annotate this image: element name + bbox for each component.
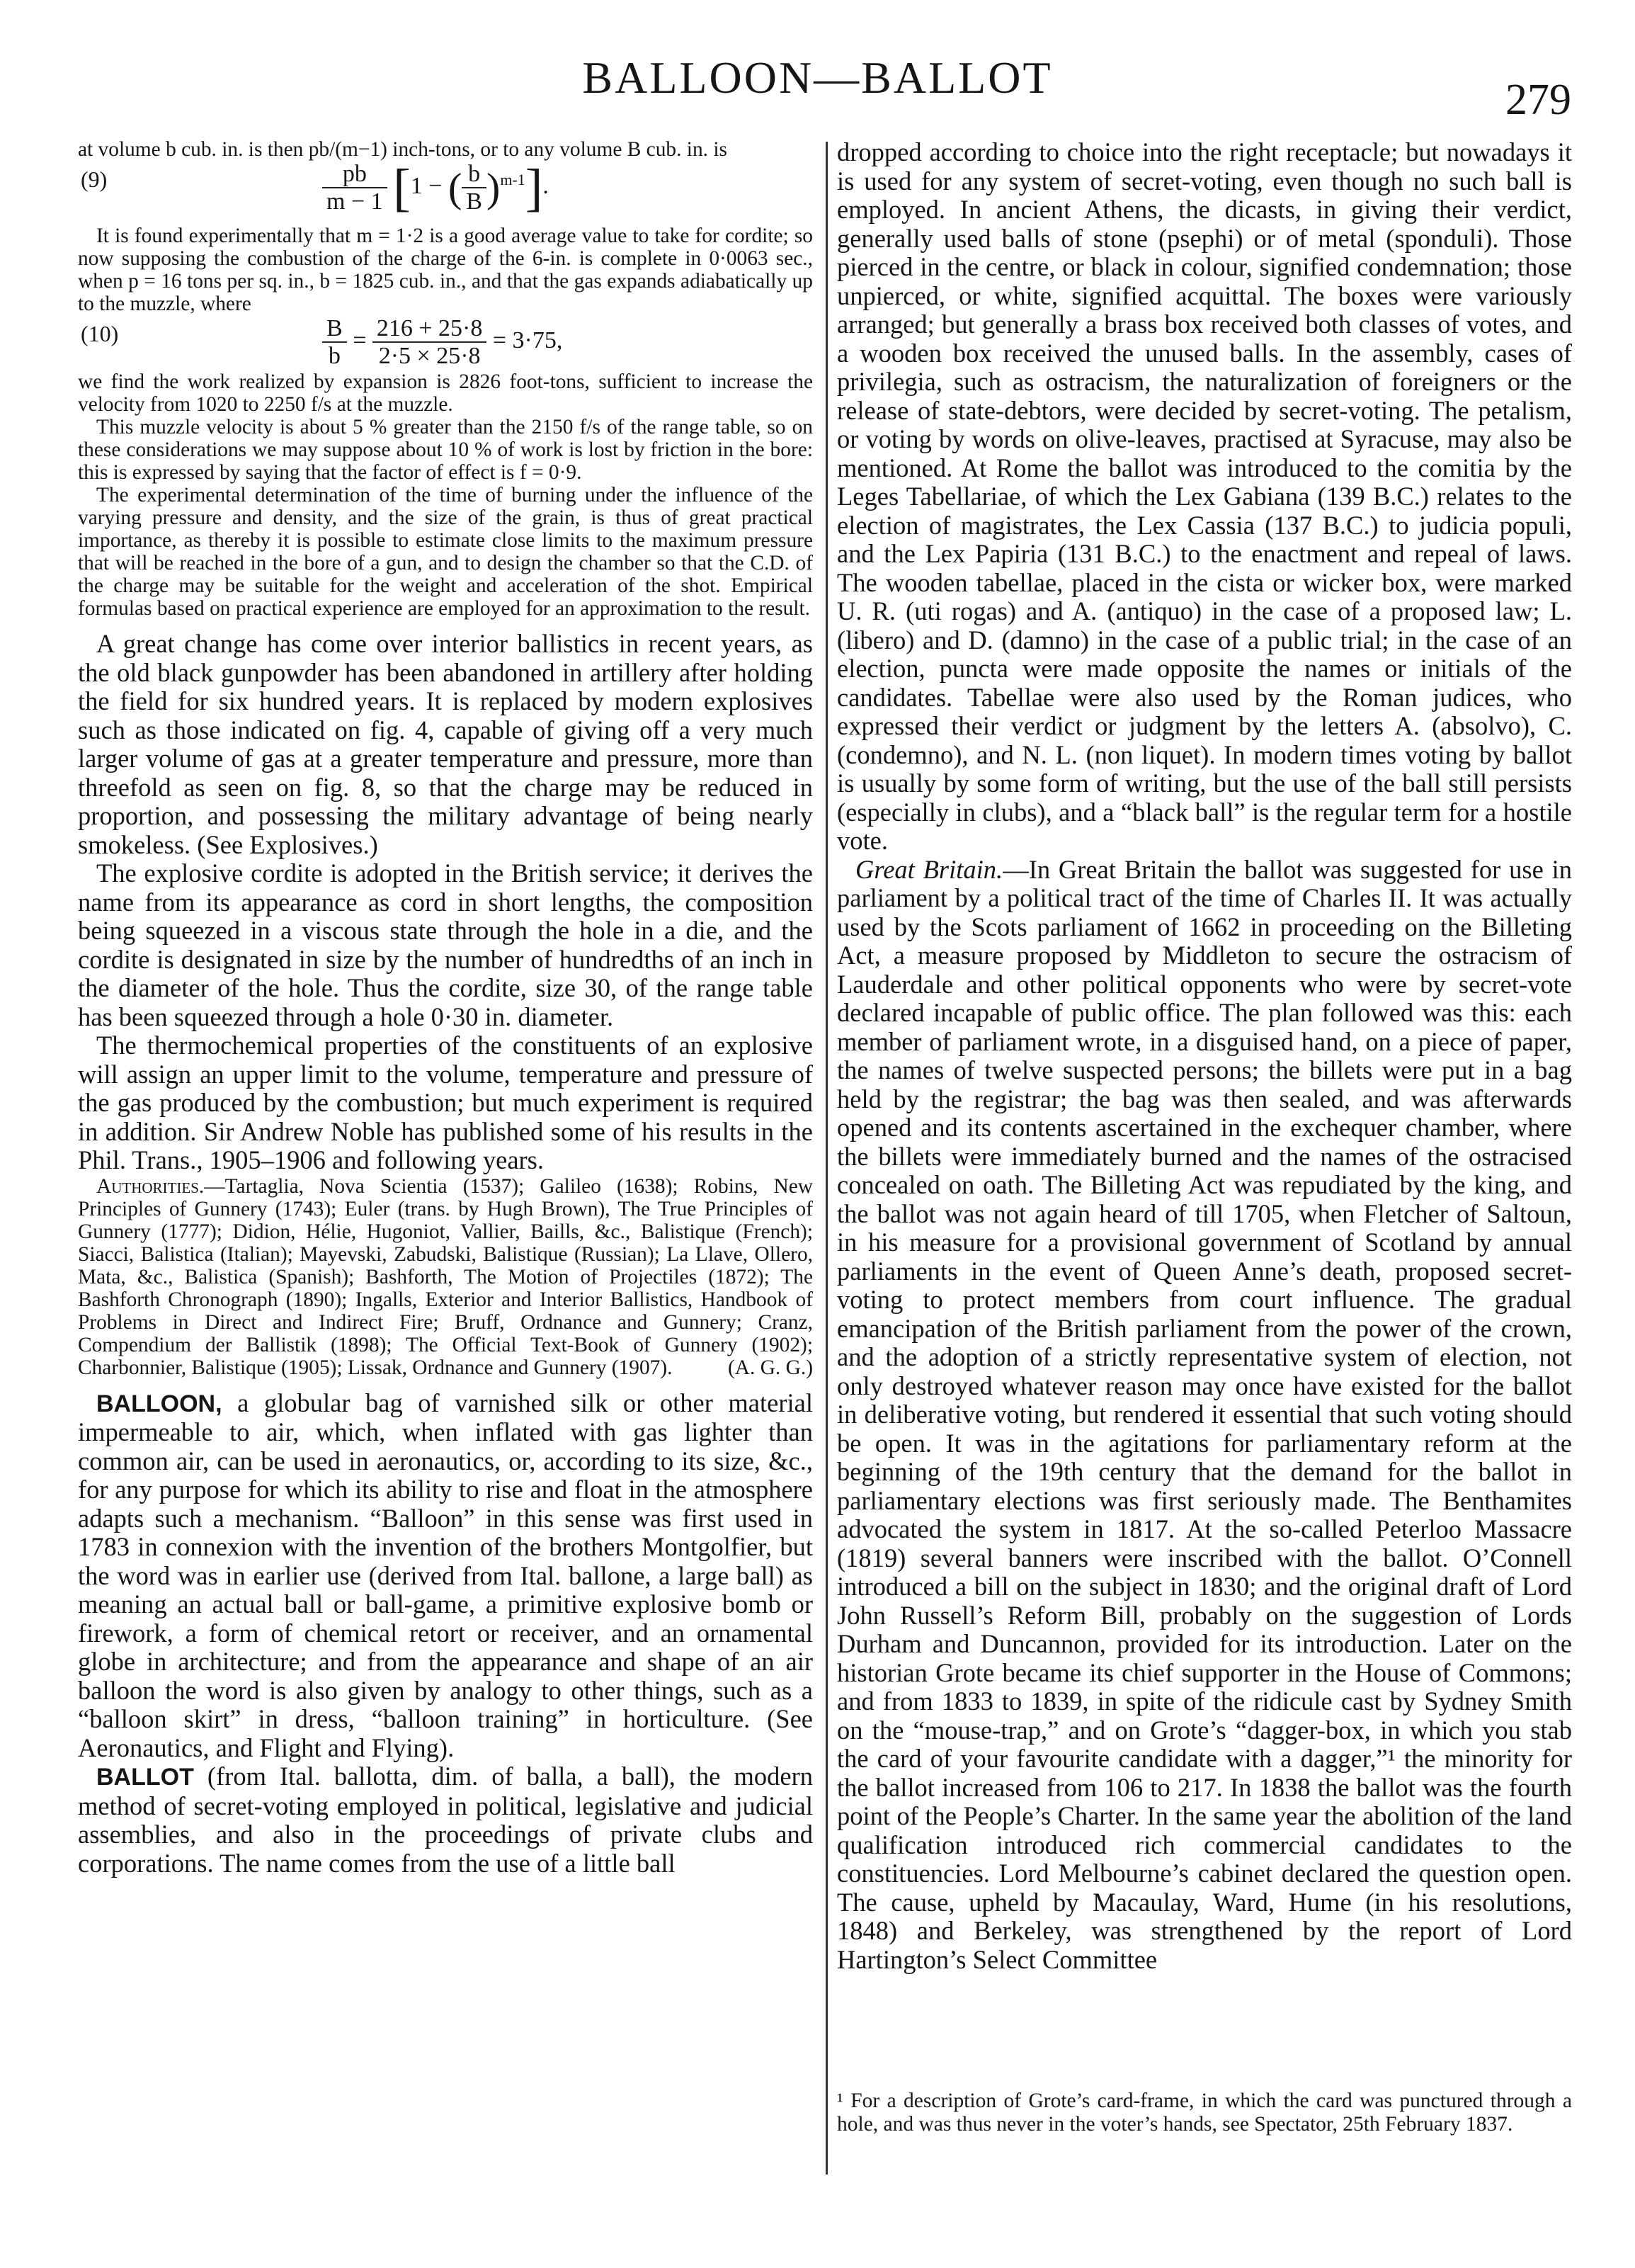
author-signature: (A. G. G.) (728, 1356, 813, 1379)
section-text: —In Great Britain the ballot was suggested for use in parliament by a political tract of the time of Charles II. It was actually used by the Scots parliament of 1662 in proceeding on the Billeting Act, a measure proposed by Middleton to secure the ostracism of Lauderdale and other political opponents who were by secret-vote declared incapable of public office. The plan followed was this: each member of parliament wrote, in a disguised hand, on a piece of paper, the names of twelve suspected persons; the billets were put in a bag held by the registrar; the bag was then sealed, and was afterwards opened and its contents ascertained in the exchequer chamber, where the billets were immediately burned and the names of the ostracised concealed on oath. The Billeting Act was repudiated by the king, and the ballot was not again heard of till 1705, when Fletcher of Saltoun, in his measure for a provisional government of Scotland by annual parliaments in the event of Queen Anne’s death, proposed secret-voting to protect members from court influence. The gradual emancipation of the British parliament from the power of the crown, and the adoption of a strictly representative system of election, not only destroyed whatever reason may once have existed for the ballot in deliberative voting, but rendered it essential that such voting should be open. It was in the agitations for parliamentary reform at the beginning of the 19th century that the demand for the ballot in parliamentary elections was first seriously made. The Benthamites advocated the system in 1817. At the so-called Peterloo Massacre (1819) several banners were inscribed with the ballot. O’Connell introduced a bill on the subject in 1830; and the original draft of Lord John Russell’s Reform Bill, probably on the suggestion of Lords Durham and Duncannon, provided for its introduction. Later on the historian Grote became its chief supporter in the House of Commons; and from 1833 to 1839, in spite of the ridicule cast by Sydney Smith on the “mouse-trap,” and on Grote’s “dagger-box, in which you stab the card of your favourite candidate with a dagger,”¹ the minority for the ballot increased from 106 to 217. In 1838 the ballot was the fourth point of the People’s Charter. In the same year the abolition of the land qualification introduced rich commercial candidates to the constituencies. Lord Melbourne’s cabinet declared the question open. The cause, upheld by Macaulay, Ward, Hume (in his resolutions, 1848) and Berkeley, was strengthened by the report of Lord Hartington’s Select Committee (837, 854, 1572, 1974)
numerator: pb (322, 161, 387, 188)
inner-fraction (462, 161, 486, 215)
headword-ballot: BALLOT (96, 1764, 194, 1791)
page-number: 279 (1505, 76, 1571, 124)
equation-10 (78, 315, 813, 370)
one-minus: 1 − (410, 173, 448, 200)
paragraph-great-change: A great change has come over interior ballistics in recent years, as the old black gunpowder has been abandoned in artillery after holding the field for six hundred years. It is replaced by modern explosives such as those indicated on fig. 4, capable of giving off a very much larger volume of gas at a greater temperature and pressure, more than threefold as seen on fig. 8, so that the charge may be reduced in proportion, and possessing the military advantage of being nearly smokeless. (See Explosives.) (78, 629, 813, 859)
ballot-text: (from Ital. ballotta, dim. of balla, a ball), the modern method of secret-voting employed in political, legislative and judicial assemblies, and also in the proceedings of private clubs and corporations. The name comes from the use of a little ball (78, 1762, 813, 1878)
entry-balloon (78, 1389, 813, 1763)
column-divider (826, 142, 828, 2175)
paragraph-expansion-work: we find the work realized by expansion is 2826 foot-tons, sufficient to increase the velocity from 1020 to 2250 f/s at the muzzle. (78, 370, 813, 416)
denominator: m − 1 (326, 188, 383, 215)
right-column (837, 138, 1572, 1974)
equation-end: . (542, 173, 549, 200)
bracket-open: [ (393, 159, 411, 217)
equation-9 (78, 161, 813, 225)
paragraph-thermochemical: The thermochemical properties of the constituents of an explosive will assign an upper limit to the volume, temperature and pressure of the gas produced by the combustion; but much experiment is required in addition. Sir Andrew Noble has published some of his results in the Phil. Trans., 1905–1906 and following years. (78, 1031, 813, 1174)
equation-number: (9) (81, 166, 108, 192)
footnote: ¹ For a description of Grote’s card-frame, in which the card was punctured through a hole, and was thus never in the voter’s hands, see Spectator, 25th February 1837. (837, 2090, 1572, 2136)
numerator: 216 + 25·8 (372, 315, 487, 343)
headword-balloon: BALLOON, (96, 1390, 222, 1417)
equation-result: = 3·75, (492, 327, 563, 354)
fraction (322, 161, 387, 215)
fraction-lhs (322, 315, 347, 370)
paren-open: ( (448, 164, 462, 211)
bracket-close: ] (525, 159, 543, 217)
section-great-britain (837, 856, 1572, 1975)
paragraph-muzzle-velocity: This muzzle velocity is about 5 % greater than the 2150 f/s of the range table, so on these considerations we may suppose about 10 % of work is lost by friction in the bore: this is expressed by saying that the factor of effect is f = 0·9. (78, 416, 813, 484)
page-title: BALLOON—BALLOT (582, 52, 1053, 103)
intro-paragraph: at volume b cub. in. is then pb/(m−1) inch-tons, or to any volume B cub. in. is (78, 138, 727, 161)
equation-number: (10) (81, 321, 119, 346)
entry-ballot (78, 1762, 813, 1878)
paragraph-ballot-history: dropped according to choice into the right receptacle; but nowadays it is used for any system of secret-voting, even though no such ball is employed. In ancient Athens, the dicasts, in giving their verdict, generally used balls of stone (psephi) or of metal (sponduli). Those pierced in the centre, or black in colour, signified condemnation; those unpierced, or white, signified acquittal. The boxes were variously arranged; but generally a brass box received both classes of votes, and a wooden box received the unused balls. In the assembly, cases of privilegia, such as ostracism, the naturalization of foreigners or the release of state-debtors, were decided by secret-voting. The petalism, or voting by words on olive-leaves, practised at Syracuse, may also be mentioned. At Rome the ballot was introduced to the comitia by the Leges Tabellariae, of which the Lex Gabiana (139 B.C.) relates to the election of magistrates, the Lex Cassia (137 B.C.) to judicia populi, and the Lex Papiria (131 B.C.) to the enactment and repeal of laws. The wooden tabellae, placed in the cista or wicker box, were marked U. R. (uti rogas) and A. (antiquo) in the case of a proposed law; L. (libero) and D. (damno) in the case of a public trial; in the case of an election, puncta were made opposite the names or initials of the candidates. Tabellae were also used by the Roman judices, who expressed their verdict or judgment by the letters A. (absolvo), C. (condemno), and N. L. (non liquet). In modern times voting by ballot is usually by some form of writing, but the use of the ball still persists (especially in clubs), and a “black ball” is the regular term for a hostile vote. (837, 137, 1572, 855)
paragraph-cordite: The explosive cordite is adopted in the British service; it derives the name from its appearance as cord in short lengths, the composition being squeezed in a viscous state through the hole in a die, and the cordite is designated in size by the number of hundredths of an inch in the diameter of the hole. Thus the cordite, size 30, of the range table has been squeezed through a hole 0·30 in. diameter. (78, 858, 813, 1031)
paren-close: ) (486, 164, 501, 211)
paragraph-experimental: The experimental determination of the time of burning under the influence of the varying pressure and density, and the size of the grain, is thus of great practical importance, as thereby it is possible to estimate close limits to the maximum pressure that will be reached in the bore of a gun, and to design the chamber so that the C.D. of the charge may be suitable for the weight and acceleration of the shot. Empirical formulas based on practical experience are employed for an approximation to the result. (78, 484, 813, 620)
authorities-label: Authorities. (96, 1174, 205, 1198)
exponent: m-1 (500, 170, 525, 188)
paragraph-cordite-value: It is found experimentally that m = 1·2 is a good average value to take for cordite; so now supposing the combustion of the charge of the 6-in. is complete in 0·0063 sec., when p = 16 tons per sq. in., b = 1825 cub. in., and that the gas expands adiabatically up to the muzzle, where (78, 225, 813, 315)
authorities-paragraph (78, 1175, 813, 1379)
authorities-text: —Tartaglia, Nova Scientia (1537); Galileo (1638); Robins, New Principles of Gunnery (1743); Euler (trans. by Hugh Brown), The True Principles of Gunnery (1777); Didion, Hélie, Hugoniot, Vallier, Baills, &c., Balistique (French); Siacci, Balistica (Italian); Mayevski, Zabudski, Balistique (Russian); La Llave, Ollero, Mata, &c., Balistica (Spanish); Bashforth, The Motion of Projectiles (1872); The Bashforth Chronograph (1890); Ingalls, Exterior and Interior Ballistics, Handbook of Problems in Direct and Indirect Fire; Bruff, Ordnance and Gunnery; Cranz, Compendium der Ballistik (1898); The Official Text-Book of Gunnery (1902); Charbonnier, Balistique (1905); Lissak, Ordnance and Gunnery (1907). (78, 1174, 813, 1379)
denominator: 2·5 × 25·8 (378, 343, 481, 370)
inner-denominator: B (466, 188, 482, 215)
equation-body (322, 315, 562, 370)
fraction-rhs (372, 315, 487, 370)
equation-body (322, 161, 549, 215)
balloon-text: a globular bag of varnished silk or other material impermeable to air, which, when inflated with gas lighter than common air, can be used in aeronautics, or, according to its size, &c., for any purpose for which its ability to rise and float in the atmosphere adapts such a mechanism. “Balloon” in this sense was first used in 1783 in connexion with the invention of the brothers Montgolfier, but the word was in earlier use (derived from Ital. ballone, a large ball) as meaning an actual ball or ball-game, a primitive explosive bomb or firework, a form of chemical retort or receiver, and an ornamental globe in architecture; and from the appearance and shape of an air balloon the word is also given by analogy to other things, such as a “balloon skirt” in dress, “balloon training” in horticulture. (See Aeronautics, and Flight and Flying). (78, 1388, 813, 1762)
numerator: B (322, 315, 347, 343)
denominator: b (328, 343, 341, 370)
inner-numerator: b (462, 161, 486, 188)
section-label: Great Britain. (855, 854, 1003, 884)
equals-sign: = (353, 327, 367, 354)
left-column (78, 138, 813, 1878)
